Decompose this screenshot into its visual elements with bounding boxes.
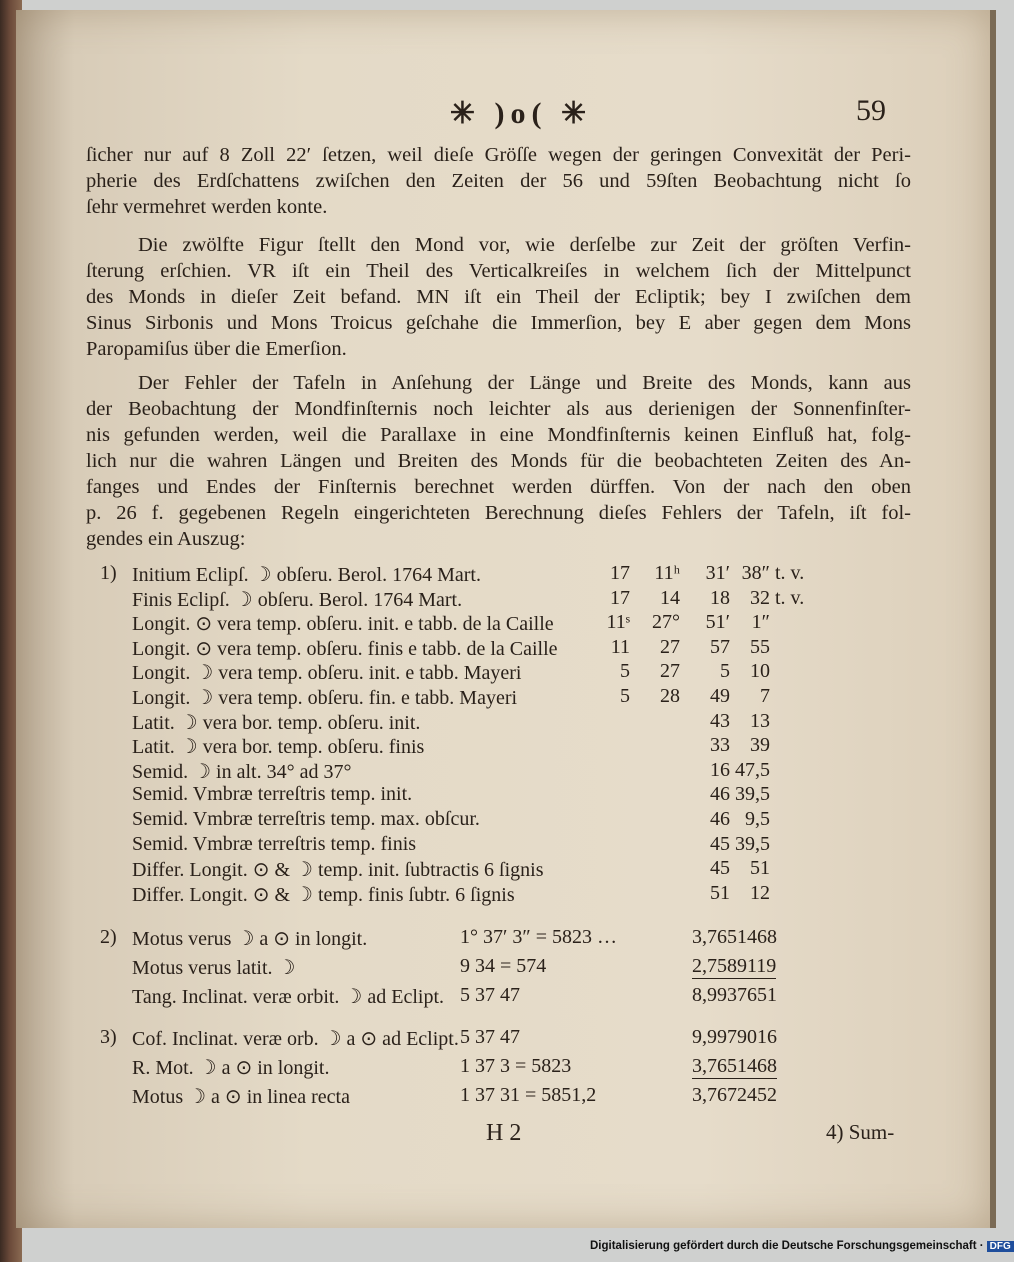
row-value: 14 <box>660 586 680 609</box>
book-page <box>16 10 996 1228</box>
row-label: Finis Eclipſ. ☽ obſeru. Berol. 1764 Mart. <box>132 588 463 611</box>
table-row <box>100 710 920 736</box>
text-line: Die zwölfte Figur ſtellt den Mond vor, wie derſelbe zur Zeit der gröſten Verfin- <box>138 234 911 256</box>
row-value: 5 <box>720 660 730 683</box>
row-value: 27 <box>660 660 680 683</box>
row-label: Cof. Inclinat. veræ orb. ☽ a ⊙ ad Eclipt. <box>132 1028 459 1050</box>
row-label: Motus verus latit. ☽ <box>132 957 296 979</box>
row-value: 27 <box>660 635 680 658</box>
table-row <box>100 955 920 981</box>
row-label: Longit. ☽ vera temp. obſeru. fin. e tabb. Mayeri <box>132 687 518 709</box>
text-line: ſterung erſchien. VR iſt ein Theil des Verticalkreiſes in welchem ſich der Mittelpunct <box>86 260 911 282</box>
row-value: 51 <box>710 881 730 904</box>
table-row <box>100 984 920 1010</box>
row-expression: 1 37 3 = 5823 <box>460 1055 572 1077</box>
row-value: 43 <box>710 709 730 732</box>
row-value: 39,5 <box>735 783 770 806</box>
table-row <box>100 833 920 859</box>
table-row <box>100 759 920 785</box>
row-logarithm: 3,7672452 <box>692 1084 777 1106</box>
paragraph-3 <box>86 370 911 552</box>
row-expression: 9 34 = 574 <box>460 955 547 977</box>
text-line: des Monds in dieſer Zeit befand. MN iſt ein Theil der Ecliptik; bey I zwiſchen dem <box>86 286 911 308</box>
text-line: lich nur die wahren Längen und Breiten des Monds für die beobachteten Zeiten des An- <box>86 450 911 472</box>
table-row <box>100 1084 920 1110</box>
row-expression: 1 37 31 = 5851,2 <box>460 1084 597 1106</box>
row-value: 10 <box>750 660 770 683</box>
row-logarithm: 9,9979016 <box>692 1026 777 1048</box>
row-value: 12 <box>750 881 770 904</box>
text-line: ſicher nur auf 8 Zoll 22′ ſetzen, weil dieſe Gröſſe wegen der geringen Convexität der Peri- <box>86 144 911 166</box>
row-expression: 5 37 47 <box>460 984 520 1006</box>
row-value: 16 <box>710 758 730 781</box>
row-value: 47,5 <box>735 758 770 781</box>
text-line: Der Fehler der Tafeln in Anſehung der Länge und Breite des Monds, kann aus <box>138 372 911 394</box>
dfg-logo: DFG <box>987 1241 1014 1252</box>
row-value: 49 <box>710 685 730 707</box>
row-number: 3) <box>100 1026 117 1048</box>
credit-text: Digitalisierung gefördert durch die Deutsche Forschungsgemeinschaft · <box>590 1240 984 1252</box>
row-label: Latit. ☽ vera bor. temp. obſeru. init. <box>132 711 421 734</box>
row-value: 28 <box>660 685 680 707</box>
row-label: Longit. ⊙ vera temp. obſeru. finis e tabb. de la Caille <box>132 637 558 660</box>
catchword: 4) Sum- <box>826 1120 895 1144</box>
row-number: 2) <box>100 926 117 948</box>
row-number: 1) <box>100 562 117 584</box>
text-line: ſehr vermehret werden konte. <box>86 196 328 218</box>
table-row <box>100 562 920 588</box>
row-value: 27° <box>652 611 680 634</box>
row-value: 9,5 <box>745 808 770 830</box>
table-row <box>100 783 920 809</box>
row-label: Differ. Longit. ⊙ & ☽ temp. init. ſubtractis 6 ſignis <box>132 859 544 882</box>
row-label: Motus ☽ a ⊙ in linea recta <box>132 1086 350 1108</box>
table-row <box>100 660 920 686</box>
row-value: t. v. <box>775 562 805 584</box>
text-line: fanges und Endes der Finſternis berechnet werden dürffen. Von der nach den oben <box>86 476 911 498</box>
table-row <box>100 808 920 834</box>
row-value: 33 <box>710 734 730 757</box>
row-value: t. v. <box>775 586 805 609</box>
row-value: 51 <box>750 857 770 880</box>
table-row <box>100 1026 920 1052</box>
row-value: 45 <box>710 857 730 880</box>
row-value: 5 <box>620 660 630 683</box>
table-row <box>100 685 920 711</box>
row-label: R. Mot. ☽ a ⊙ in longit. <box>132 1057 330 1079</box>
row-label: Semid. Vmbræ terreſtris temp. max. obſcur. <box>132 808 480 830</box>
row-label: Longit. ☽ vera temp. obſeru. init. e tabb. Mayeri <box>132 662 522 685</box>
header-ornament: ✳ )o( ✳ <box>449 97 593 130</box>
table-row <box>100 611 920 637</box>
row-value: 11ʰ <box>654 562 680 584</box>
table-row <box>100 926 920 952</box>
row-logarithm: 3,7651468 <box>692 1055 777 1077</box>
text-line: p. 26 f. gegebenen Regeln eingerichteten Berechnung dieſes Fehlers der Tafeln, iſt fol- <box>86 502 911 524</box>
row-logarithm: 8,9937651 <box>692 984 777 1006</box>
page-header <box>16 92 990 132</box>
table-row <box>100 587 920 613</box>
row-value: 46 <box>710 808 730 830</box>
row-label: Longit. ⊙ vera temp. obſeru. init. e tabb. de la Caille <box>132 613 554 636</box>
row-label: Motus verus ☽ a ⊙ in longit. <box>132 928 368 950</box>
row-value: 57 <box>710 635 730 658</box>
row-value: 46 <box>710 783 730 806</box>
row-value: 11 <box>610 635 630 658</box>
row-value: 55 <box>750 635 770 658</box>
row-value: 32 <box>750 586 770 609</box>
row-logarithm: 2,7589119 <box>692 955 777 977</box>
text-line: gendes ein Auszug: <box>86 528 246 550</box>
row-value: 39 <box>750 734 770 757</box>
row-label: Semid. ☽ in alt. 34° ad 37° <box>132 760 352 783</box>
digitization-credit <box>590 1240 1011 1252</box>
row-label: Differ. Longit. ⊙ & ☽ temp. finis ſubtr. 6 ſignis <box>132 883 515 906</box>
row-value: 7 <box>760 685 770 707</box>
row-label: Initium Eclipſ. ☽ obſeru. Berol. 1764 Mart. <box>132 564 481 586</box>
row-value: 1″ <box>751 611 770 634</box>
text-line: pherie des Erdſchattens zwiſchen den Zeiten der 56 und 59ſten Beobachtung nicht ſo <box>86 170 911 192</box>
row-value: 51′ <box>705 611 730 634</box>
signature-mark: H 2 <box>486 1120 522 1146</box>
table-row <box>100 636 920 662</box>
text-line: Paropamiſus über die Emerſion. <box>86 338 347 360</box>
row-value: 38″ <box>741 562 770 584</box>
table-row <box>100 734 920 760</box>
row-label: Latit. ☽ vera bor. temp. obſeru. finis <box>132 736 425 759</box>
row-value: 11ˢ <box>606 611 630 634</box>
row-label: Semid. Vmbræ terreſtris temp. init. <box>132 783 413 806</box>
row-value: 5 <box>620 685 630 707</box>
row-value: 45 <box>710 832 730 855</box>
row-label: Tang. Inclinat. veræ orbit. ☽ ad Eclipt. <box>132 986 445 1008</box>
page-number: 59 <box>856 94 886 127</box>
row-expression: 1° 37′ 3″ = 5823 … <box>460 926 617 948</box>
table-row <box>100 1055 920 1081</box>
text-line: Sinus Sirbonis und Mons Troicus geſchahe die Immerſion, bey E aber gegen dem Mons <box>86 312 911 334</box>
text-line: nis gefunden werden, weil die Parallaxe in eine Mondfinſternis keinen Einfluß hat, folg- <box>86 424 911 446</box>
row-value: 18 <box>710 586 730 609</box>
row-value: 17 <box>610 586 630 609</box>
paragraph-1 <box>86 142 911 220</box>
row-value: 13 <box>750 709 770 732</box>
row-label: Semid. Vmbræ terreſtris temp. finis <box>132 832 417 855</box>
text-line: der Beobachtung der Mondfinſternis noch leichter als aus derienigen der Sonnenfinſter- <box>86 398 911 420</box>
row-logarithm: 3,7651468 <box>692 926 777 948</box>
table-row <box>100 857 920 883</box>
row-expression: 5 37 47 <box>460 1026 520 1048</box>
table-row <box>100 882 920 908</box>
row-value: 17 <box>610 562 630 584</box>
row-value: 39,5 <box>735 832 770 855</box>
paragraph-2 <box>86 232 911 362</box>
row-value: 31′ <box>705 562 730 584</box>
